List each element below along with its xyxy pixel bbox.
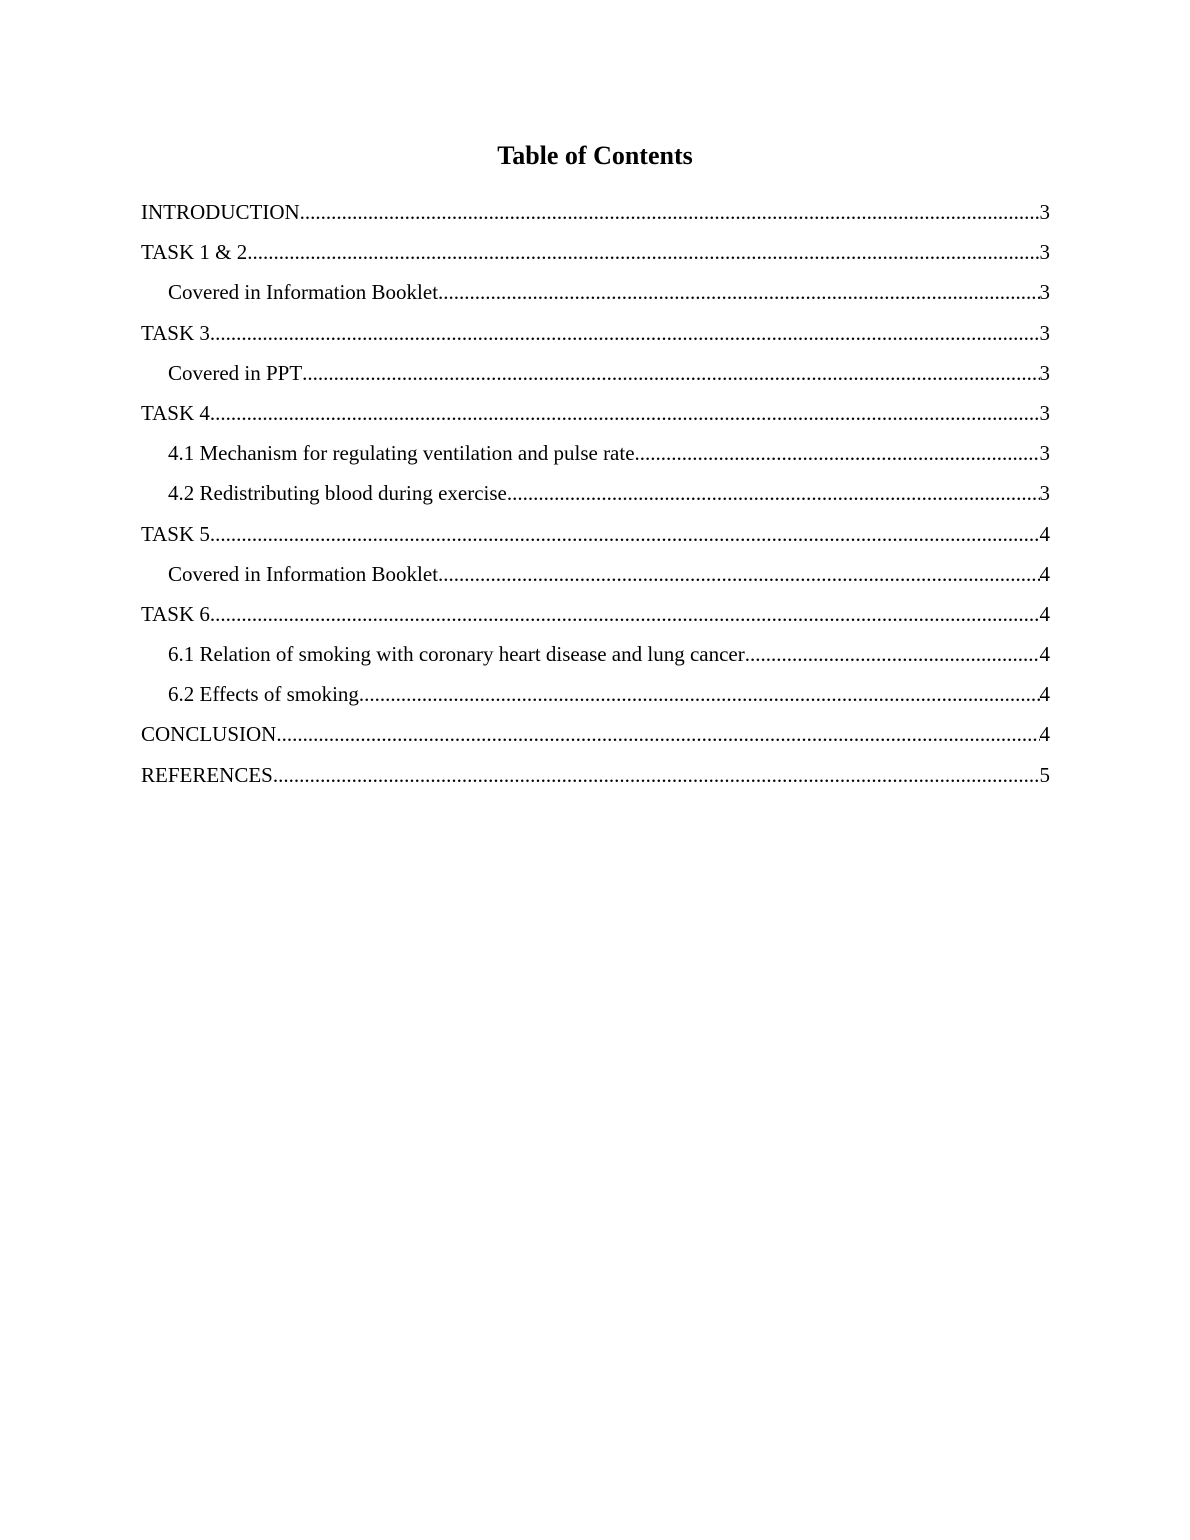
toc-entry-label: TASK 5 [141,521,210,546]
toc-entry-page: 3 [1039,481,1050,506]
toc-entry-task-6-1[interactable] [141,638,1050,678]
toc-entry-page: 3 [1039,400,1050,425]
toc-entry-label: Covered in PPT [168,360,303,385]
toc-entry-label: Covered in Information Booklet [168,280,439,305]
toc-entry-task-5[interactable] [141,518,1050,558]
toc-list [141,196,1050,799]
toc-leader-dots [210,317,1040,349]
toc-entry-task-3-ppt[interactable] [141,357,1050,397]
toc-entry-page: 3 [1039,280,1050,305]
toc-entry-task-4-2[interactable] [141,477,1050,517]
toc-leader-dots [210,397,1040,429]
toc-entry-label: TASK 4 [141,400,210,425]
toc-entry-task-6[interactable] [141,598,1050,638]
toc-entry-label: 4.1 Mechanism for regulating ventilation and pulse rate [168,441,635,466]
toc-entry-page: 5 [1039,762,1050,787]
toc-entry-task-4-1[interactable] [141,437,1050,477]
toc-leader-dots [507,477,1040,509]
toc-entry-page: 3 [1039,360,1050,385]
toc-entry-task-1-2-booklet[interactable] [141,276,1050,316]
toc-entry-page: 4 [1039,682,1050,707]
toc-leader-dots [438,558,1039,590]
toc-leader-dots [745,638,1040,670]
toc-entry-page: 4 [1039,561,1050,586]
toc-entry-label: TASK 1 & 2 [141,240,248,265]
toc-leader-dots [276,718,1039,750]
toc-entry-page: 4 [1039,601,1050,626]
toc-title: Table of Contents [497,141,693,170]
toc-leader-dots [359,678,1040,710]
toc-entry-task-5-booklet[interactable] [141,558,1050,598]
toc-leader-dots [247,236,1039,268]
toc-entry-label: INTRODUCTION [141,200,300,224]
toc-leader-dots [273,759,1040,791]
toc-entry-task-3[interactable] [141,317,1050,357]
toc-entry-page: 3 [1039,320,1050,345]
toc-entry-task-1-2[interactable] [141,236,1050,276]
toc-entry-page: 4 [1039,521,1050,546]
toc-leader-dots [438,276,1039,308]
toc-entry-page: 4 [1039,722,1050,747]
toc-leader-dots [302,357,1039,389]
toc-entry-label: 4.2 Redistributing blood during exercise [168,481,507,506]
toc-entry-label: 6.2 Effects of smoking [168,682,359,707]
toc-entry-introduction[interactable] [141,196,1050,236]
toc-entry-label: REFERENCES [141,762,273,787]
toc-entry-label: TASK 3 [141,320,210,345]
toc-entry-task-4[interactable] [141,397,1050,437]
toc-entry-page: 3 [1039,240,1050,265]
toc-leader-dots [210,518,1040,550]
toc-entry-label: TASK 6 [141,601,210,626]
toc-leader-dots [635,437,1040,469]
toc-leader-dots [300,196,1040,228]
toc-entry-page: 4 [1039,642,1050,667]
toc-entry-task-6-2[interactable] [141,678,1050,718]
toc-entry-page: 3 [1039,200,1050,224]
toc-entry-label: 6.1 Relation of smoking with coronary heart disease and lung cancer [168,642,745,667]
toc-entry-label: Covered in Information Booklet [168,561,439,586]
toc-entry-page: 3 [1039,441,1050,466]
toc-entry-references[interactable] [141,759,1050,799]
toc-leader-dots [210,598,1040,630]
toc-entry-label: CONCLUSION [141,722,277,747]
toc-entry-conclusion[interactable] [141,718,1050,758]
